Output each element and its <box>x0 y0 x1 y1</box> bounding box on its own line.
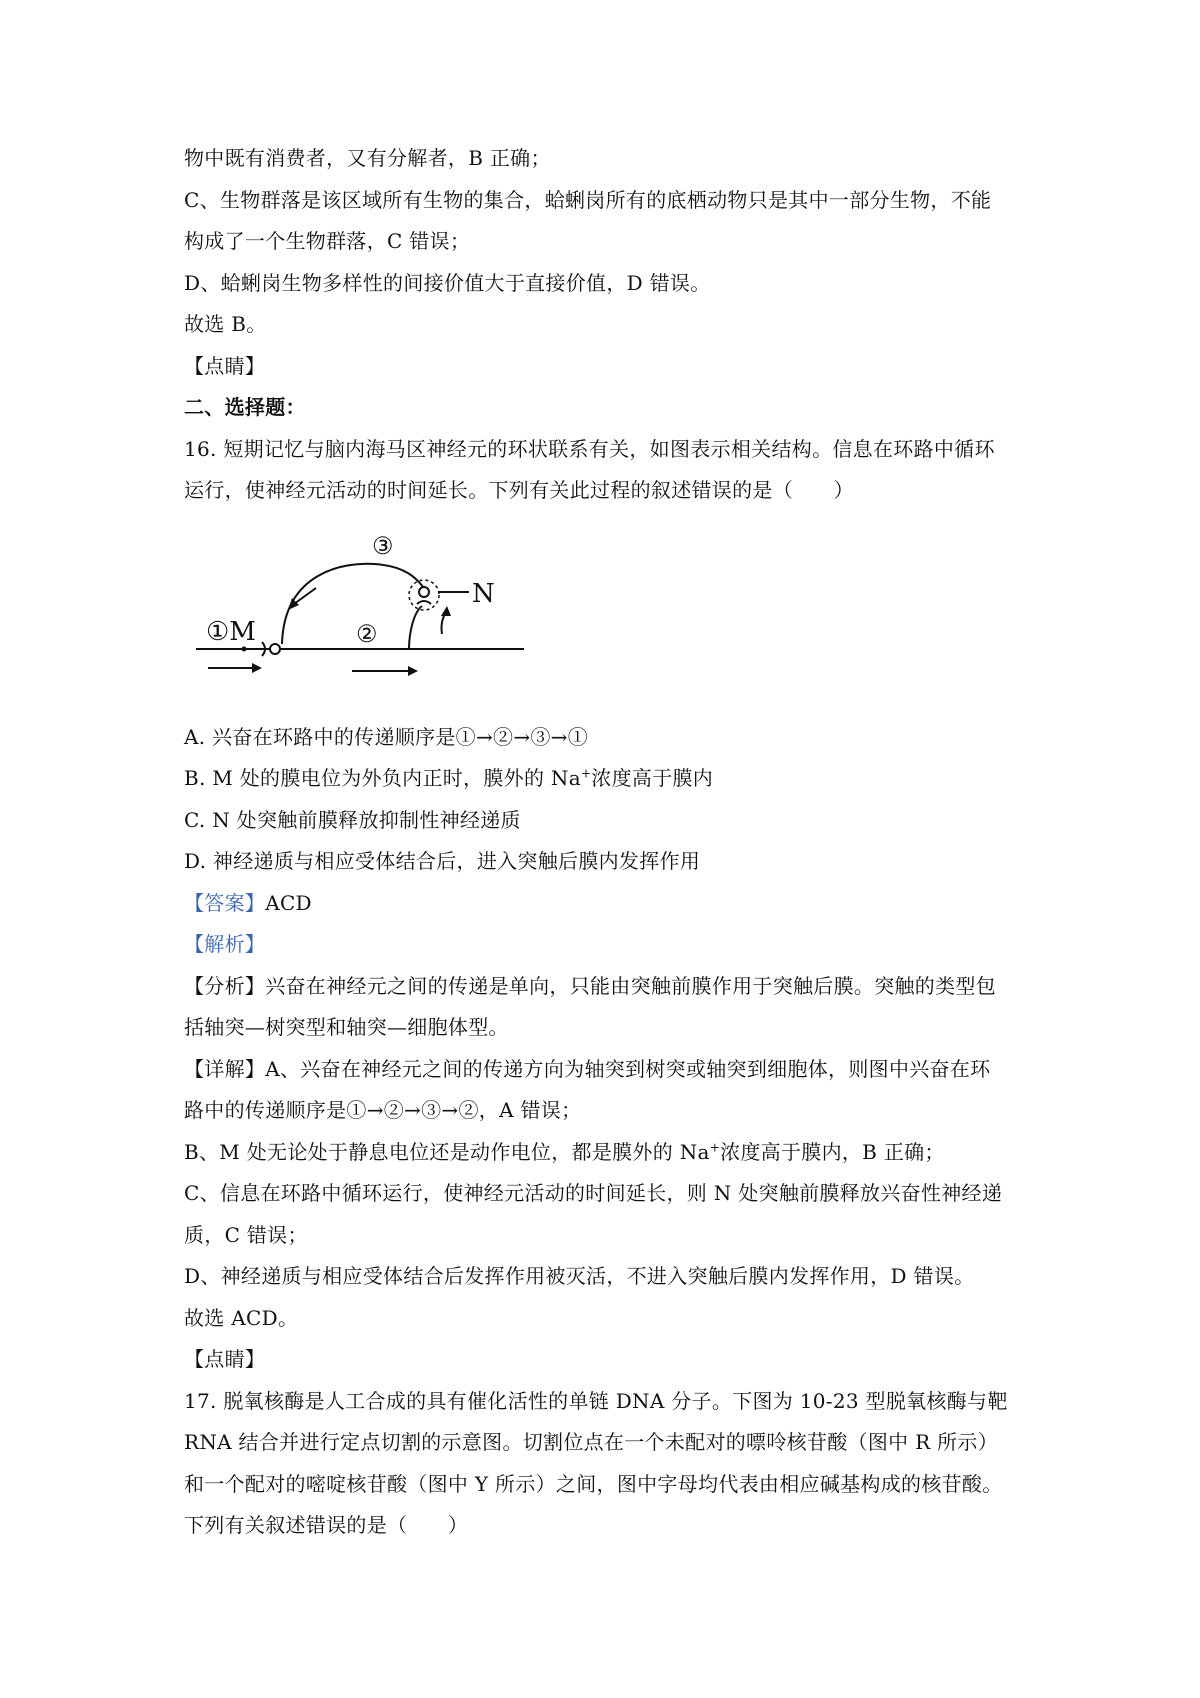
loop-arc <box>282 563 424 643</box>
label-2: ② <box>356 619 378 648</box>
prev-c-line2: 构成了一个生物群落，C 错误； <box>184 229 471 253</box>
label-n: N <box>472 578 495 609</box>
q16-expl-c-line1: C、信息在环路中循环运行，使神经元活动的时间延长，则 N 处突触前膜释放兴奋性神经递 <box>184 1181 1003 1205</box>
prev-conclusion: 故选 B。 <box>184 312 267 336</box>
label-3: ③ <box>372 531 394 560</box>
up-arrow-head <box>441 606 451 616</box>
arc-arrow-head <box>288 598 299 610</box>
q16-expl-b <box>184 1132 1024 1174</box>
q16-expl-b-post: 浓度高于膜内，B 正确； <box>720 1139 945 1164</box>
fenxi-line1: 【分析】兴奋在神经元之间的传递是单向，只能由突触前膜作用于突触后膜。突触的类型包 <box>184 973 996 998</box>
q17-stem-line2: RNA 结合并进行定点切割的示意图。切割位点在一个未配对的嘌呤核苷酸（图中 R 所示） <box>184 1430 999 1454</box>
section-title: 二、选择题： <box>184 395 306 419</box>
q16-expl-d: D、神经递质与相应受体结合后发挥作用被灭活，不进入突触后膜内发挥作用，D 错误。 <box>184 1264 975 1288</box>
prev-c-line1: C、生物群落是该区域所有生物的集合，蛤蜊岗所有的底栖动物只是其中一部分生物，不能 <box>184 187 992 212</box>
q16-stem-line2: 运行，使神经元活动的时间延长。下列有关此过程的叙述错误的是（ ） <box>184 478 854 502</box>
prev-d: D、蛤蜊岗生物多样性的间接价值大于直接价值，D 错误。 <box>184 270 711 295</box>
prev-b-tail: 物中既有消费者，又有分解者，B 正确； <box>184 146 551 170</box>
q17-stem-line1: 17. 脱氧核酶是人工合成的具有催化活性的单链 DNA 分子。下图为 10-23 型脱氧核酶与靶 <box>184 1388 1008 1413</box>
neuron-loop-figure <box>184 512 1024 717</box>
point-m-dot <box>242 646 247 651</box>
xiangjie-line2: 路中的传递顺序是①→②→③→②，A 错误； <box>184 1098 582 1122</box>
q16-conclusion: 故选 ACD。 <box>184 1305 299 1330</box>
document-page <box>184 138 1024 1547</box>
rising-branch <box>409 606 422 649</box>
q16-option-a: A. 兴奋在环路中的传递顺序是①→②→③→① <box>184 724 589 749</box>
label-m: ①M <box>206 616 256 647</box>
q16-stem-line1: 16. 短期记忆与脑内海马区神经元的环状联系有关，如图表示相关结构。信息在环路中循环 <box>184 436 995 461</box>
q16-option-b-sup: + <box>580 766 592 781</box>
q16-option-c: C. N 处突触前膜释放抑制性神经递质 <box>184 807 521 832</box>
q16-expl-b-pre: B、M 处无论处于静息电位还是动作电位，都是膜外的 Na <box>184 1139 710 1164</box>
xiangjie-line1: 【详解】A、兴奋在神经元之间的传递方向为轴突到树突或轴突到细胞体，则图中兴奋在环 <box>184 1056 991 1081</box>
q16-option-b-post: 浓度高于膜内 <box>591 766 714 790</box>
answer-value: ACD <box>265 890 312 915</box>
mid-arrow-head <box>408 666 418 676</box>
q16-answer <box>184 883 1024 925</box>
prev-comment: 【点睛】 <box>184 353 266 378</box>
q16-comment: 【点睛】 <box>184 1347 266 1371</box>
synapse-n-bouton <box>419 587 429 597</box>
q17-stem-line3: 和一个配对的嘧啶核苷酸（图中 Y 所示）之间，图中字母均代表由相应碱基构成的核苷酸。 <box>184 1471 1003 1496</box>
q16-option-d: D. 神经递质与相应受体结合后，进入突触后膜内发挥作用 <box>184 849 701 873</box>
synapse-left-bouton <box>270 644 280 654</box>
neuron-loop-diagram <box>184 512 524 717</box>
left-arrow-head <box>252 663 262 673</box>
q17-stem-line4: 下列有关叙述错误的是（ ） <box>184 1513 469 1537</box>
arc-arrow-shaft <box>294 588 316 604</box>
q16-expl-c-line2: 质，C 错误； <box>184 1222 308 1247</box>
synapse-n-cleft <box>417 601 431 604</box>
q16-option-b <box>184 758 1024 800</box>
analysis-label: 【解析】 <box>184 932 266 956</box>
q16-option-b-pre: B. M 处的膜电位为外负内正时，膜外的 Na <box>184 766 581 790</box>
q16-expl-b-sup: + <box>709 1139 721 1154</box>
answer-label: 【答案】 <box>184 890 266 915</box>
fenxi-line2: 括轴突—树突型和轴突—细胞体型。 <box>184 1015 509 1039</box>
